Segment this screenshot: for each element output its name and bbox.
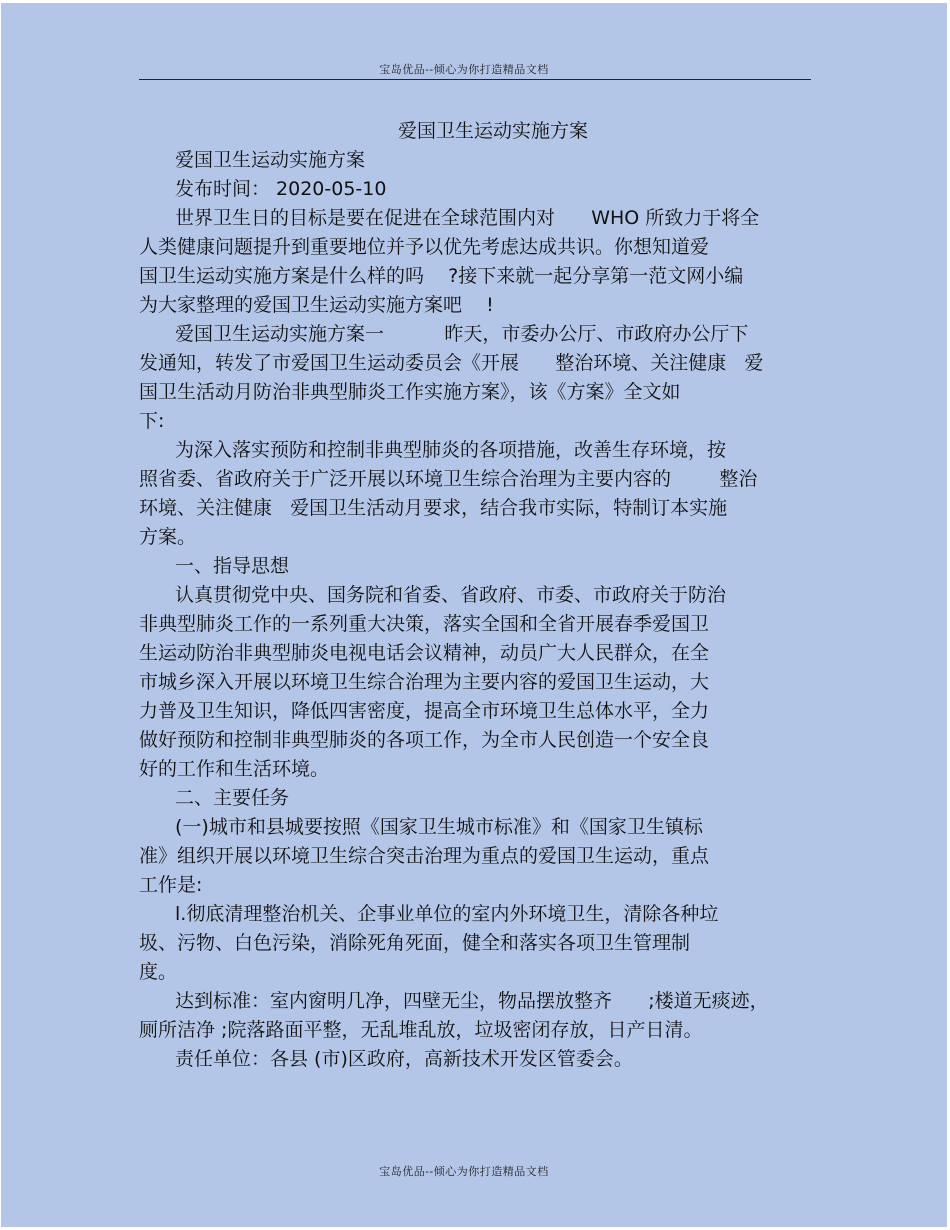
- paragraph-line: 国卫生运动实施方案是什么样的吗 ?接下来就一起分享第一范文网小编: [139, 265, 744, 287]
- paragraph-line: 国卫生活动月防治非典型肺炎工作实施方案》，该《方案》全文如: [139, 381, 681, 403]
- paragraph-line: 市城乡深入开展以环境卫生综合治理为主要内容的爱国卫生运动，大: [139, 671, 710, 693]
- section-heading: 一、指导思想: [175, 555, 290, 577]
- paragraph-line: 力普及卫生知识，降低四害密度，提高全市环境卫生总体水平，全力: [139, 700, 710, 722]
- paragraph-line: 达到标准：室内窗明几净，四壁无尘，物品摆放整齐 ;楼道无痰迹，: [175, 990, 769, 1012]
- paragraph-line: 准》组织开展以环境卫生综合突击治理为重点的爱国卫生运动，重点: [139, 845, 710, 867]
- section-heading: 二、主要任务: [175, 787, 290, 809]
- paragraph-line: 环境、关注健康 爱国卫生活动月要求，结合我市实际，特制订本实施: [139, 497, 728, 519]
- paragraph-line: 认真贯彻党中央、国务院和省委、省政府、市委、市政府关于防治: [175, 584, 727, 606]
- paragraph-line: 照省委、省政府关于广泛开展以环境卫生综合治理为主要内容的 整治: [139, 468, 758, 490]
- page-footer: 宝岛优品--倾心为你打造精品文档: [379, 1165, 549, 1178]
- paragraph-line: 方案。: [139, 526, 197, 548]
- document-title: 爱国卫生运动实施方案: [397, 120, 588, 142]
- paragraph-line: l.彻底清理整治机关、企事业单位的室内外环境卫生，清除各种垃: [175, 903, 719, 925]
- paragraph-line: 工作是:: [139, 874, 203, 896]
- header-divider: [139, 79, 811, 80]
- paragraph-line: 为大家整理的爱国卫生运动实施方案吧 !: [139, 294, 494, 316]
- paragraph-line: 下:: [139, 410, 165, 432]
- paragraph-line: 爱国卫生运动实施方案: [175, 149, 366, 171]
- paragraph-line: 责任单位：各县 (市)区政府，高新技术开发区管委会。: [175, 1048, 633, 1070]
- paragraph-line: 爱国卫生运动实施方案一 昨天，市委办公厅、市政府办公厅下: [175, 323, 749, 345]
- document-body: [139, 117, 811, 1074]
- paragraph-line: 好的工作和生活环境。: [139, 758, 330, 780]
- paragraph-line: 度。: [139, 961, 178, 983]
- paragraph-line: 世界卫生日的目标是要在促进在全球范围内对 WHO 所致力于将全: [175, 207, 760, 229]
- document-page: [1, 3, 947, 1227]
- page-header: 宝岛优品--倾心为你打造精品文档: [379, 63, 549, 76]
- paragraph-line: 圾、污物、白色污染，消除死角死面，健全和落实各项卫生管理制: [139, 932, 691, 954]
- paragraph-line: 发布时间： 2020-05-10: [175, 178, 387, 200]
- paragraph-line: 为深入落实预防和控制非典型肺炎的各项措施，改善生存环境，按: [175, 439, 727, 461]
- paragraph-line: 生运动防治非典型肺炎电视电话会议精神，动员广大人民群众，在全: [139, 642, 710, 664]
- paragraph-line: (一)城市和县城要按照《国家卫生城市标准》和《国家卫生镇标: [175, 816, 703, 838]
- paragraph-line: 厕所洁净 ;院落路面平整，无乱堆乱放，垃圾密闭存放，日产日清。: [139, 1019, 703, 1041]
- paragraph-line: 发通知，转发了市爱国卫生运动委员会《开展 整治环境、关注健康 爱: [139, 352, 764, 374]
- paragraph-line: 人类健康问题提升到重要地位并予以优先考虑达成共识。你想知道爱: [139, 236, 710, 258]
- paragraph-line: 做好预防和控制非典型肺炎的各项工作，为全市人民创造一个安全良: [139, 729, 710, 751]
- paragraph-line: 非典型肺炎工作的一系列重大决策，落实全国和全省开展春季爱国卫: [139, 613, 710, 635]
